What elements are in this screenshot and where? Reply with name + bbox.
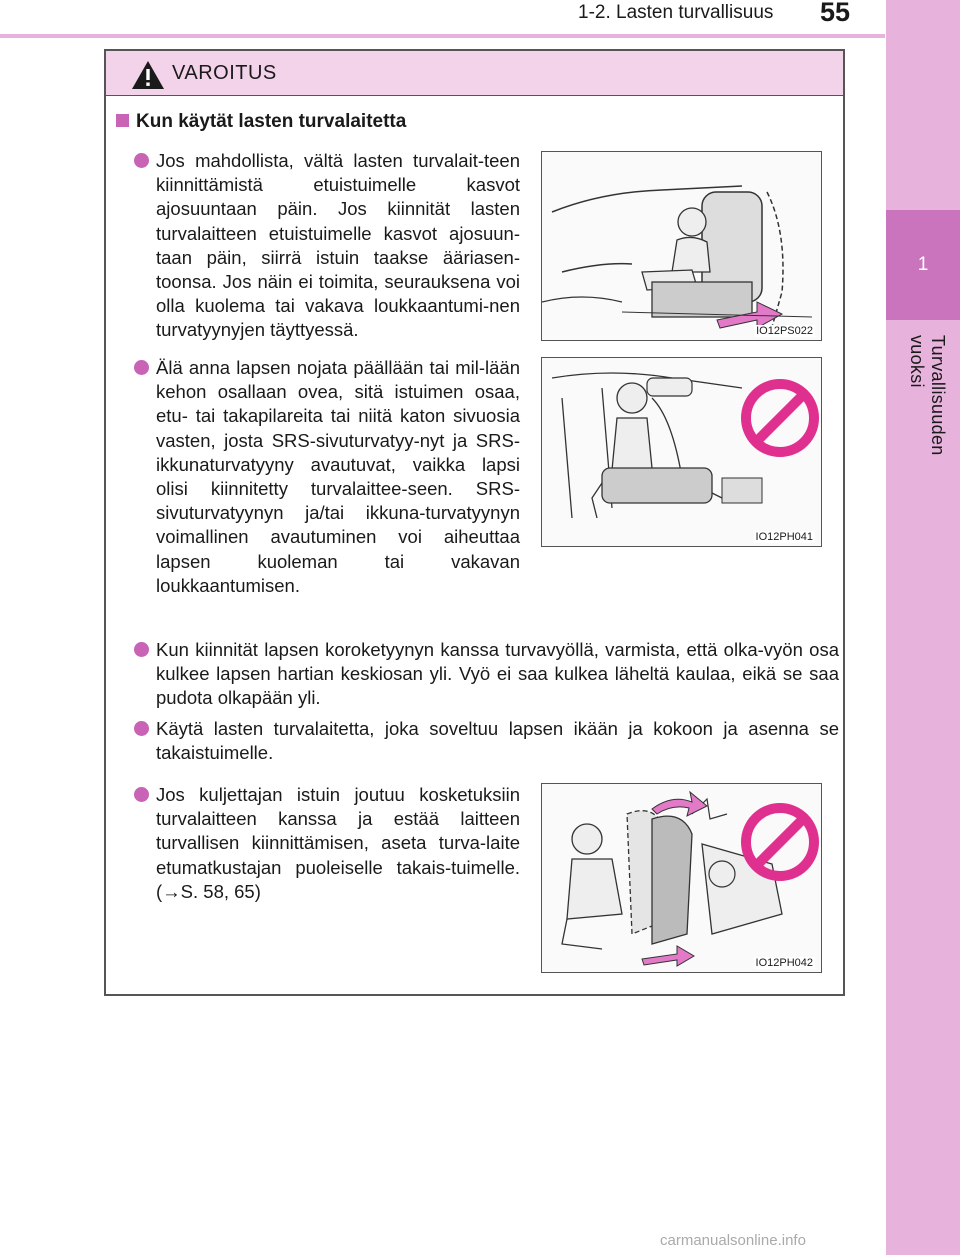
chapter-number: 1 <box>886 210 960 320</box>
warning-bullet-5 <box>156 783 520 904</box>
bullet-text: Älä anna lapsen nojata päällään tai mil-lään kehon osallaan ovea, sitä istuimen osaa, etu- tai takapilareita tai niitä katon sivuosia vasten, josta SRS-sivuturvatyy-nyt ja SRS-ikkunaturvatyyny avautuvat, vaikka lapsi olisi kiinnitetty turvalaittee-seen. SRS-sivuturvatyynyn ja/tai ikkuna-turvatyynyn voimallinen avautuminen voi aiheuttaa lapsen kuoleman tai vakavan loukkaantumisen. <box>156 357 520 596</box>
chapter-title: Turvallisuuden vuoksi <box>907 335 948 456</box>
section-heading <box>116 111 406 133</box>
bullet-dot-icon <box>134 642 149 657</box>
section-title: 1-2. Lasten turvallisuus <box>578 2 774 23</box>
bullet-text: Käytä lasten turvalaitetta, joka soveltuu lapsen ikään ja kokoon ja asenna se takaistuimelle. <box>156 718 839 764</box>
square-bullet-icon <box>116 114 129 127</box>
bullet-dot-icon <box>134 787 149 802</box>
driver-seat-illustration <box>542 784 822 973</box>
warning-triangle-icon <box>130 59 166 91</box>
chapter-side-tab <box>886 0 960 1255</box>
warning-bullet-3 <box>156 638 839 711</box>
child-leaning-illustration <box>542 358 822 547</box>
figure-driver-seat-contact <box>541 783 822 973</box>
section-heading-text: Kun käytät lasten turvalaitetta <box>136 111 407 132</box>
page-number: 55 <box>820 0 851 27</box>
figure-leaning-child <box>541 357 822 547</box>
warning-bullet-1 <box>156 149 520 343</box>
watermark: carmanualsonline.info <box>660 1232 806 1249</box>
figure-code: IO12PH041 <box>755 531 813 543</box>
figure-code: IO12PS022 <box>756 325 813 337</box>
bullet-text: Kun kiinnität lapsen koroketyynyn kanssa turvavyöllä, varmista, että olka-vyön osa kulkee lapsen hartian keskiosan yli. Vyö ei saa kulkea läheltä kaulaa, eikä se saa pudota olkapään yli. <box>156 639 839 709</box>
bullet-dot-icon <box>134 360 149 375</box>
warning-bullet-4 <box>156 717 839 765</box>
figure-forward-facing-seat <box>541 151 822 341</box>
warning-label: VAROITUS <box>172 62 277 84</box>
bullet-text: Jos mahdollista, vältä lasten turvalait-teen kiinnittämistä etuistuimelle kasvot ajosuuntaan päin. Jos kiinnität lasten turvalaitteen etuistuimelle kasvot ajosuun-taan päin, siirrä istuin taakse ääriasen-toonsa. Jos näin ei toimita, seurauksena voi olla kuolema tai vakava loukkaantumi-nen turvatyynyjen täyttyessä. <box>156 150 520 341</box>
bullet-dot-icon <box>134 153 149 168</box>
warning-header <box>106 51 843 96</box>
header-rule <box>0 34 885 38</box>
figure-code: IO12PH042 <box>755 957 813 969</box>
child-seat-illustration <box>542 152 822 341</box>
warning-box <box>104 49 845 996</box>
bullet-dot-icon <box>134 721 149 736</box>
warning-bullet-2 <box>156 356 520 598</box>
bullet-text: Jos kuljettajan istuin joutuu kosketuksiin turvalaitteen kanssa ja estää laitteen turvallisen kiinnittämisen, aseta turva-laite etumatkustajan puoleiselle takais-tuimelle. (→S. 58, 65) <box>156 784 520 902</box>
